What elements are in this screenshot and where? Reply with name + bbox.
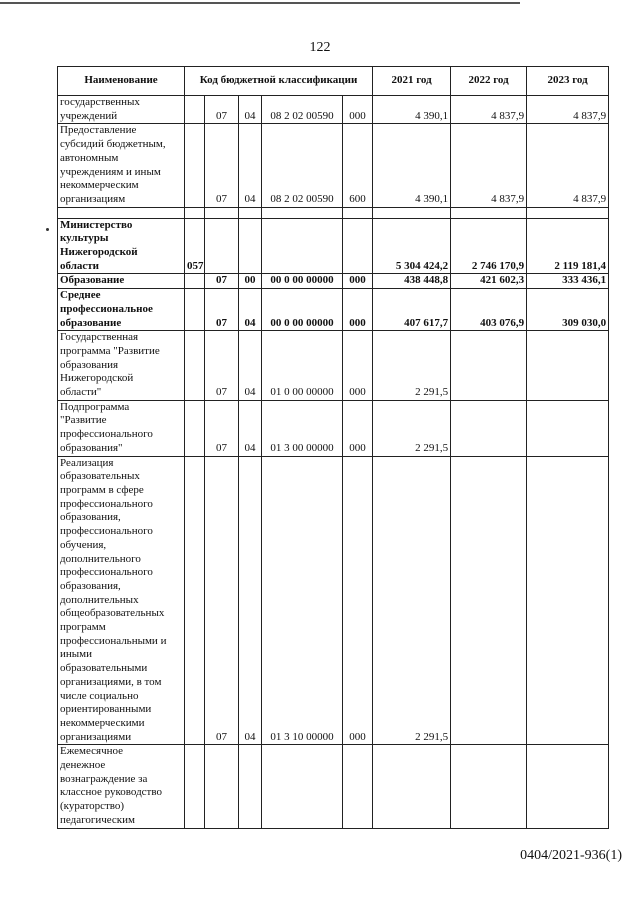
row-name-line: субсидий бюджетным, <box>60 138 166 151</box>
amount-2022-cell: 4 837,9 <box>451 96 527 124</box>
subsection-code-cell: 04 <box>239 331 262 401</box>
expense-kind-cell <box>343 745 373 828</box>
section-code-cell: 07 <box>205 96 239 124</box>
table-row <box>58 331 609 401</box>
row-name-line: вознаграждение за <box>60 772 148 785</box>
row-name-line: образования" <box>60 441 123 454</box>
row-name-line: дополнительных <box>60 593 139 606</box>
spacer-cell <box>262 207 343 218</box>
admin-code-cell <box>185 274 205 289</box>
row-name-line: классное руководство <box>60 786 162 799</box>
amount-2021-cell: 407 617,7 <box>373 289 451 331</box>
amount-2022-cell: 403 076,9 <box>451 289 527 331</box>
subsection-code-cell: 04 <box>239 96 262 124</box>
row-name-line: Подпрограмма <box>60 400 130 413</box>
expense-kind-cell: 000 <box>343 96 373 124</box>
amount-2023-cell <box>527 456 609 745</box>
row-name-line: государственных <box>60 96 140 108</box>
expense-kind-cell: 000 <box>343 331 373 401</box>
amount-2022-cell: 421 602,3 <box>451 274 527 289</box>
target-code-cell: 01 0 00 00000 <box>262 331 343 401</box>
row-name-cell <box>58 456 185 745</box>
spacer-row <box>58 207 609 218</box>
row-name-line: Предоставление <box>60 124 137 137</box>
row-name-cell <box>58 96 185 124</box>
row-name-line: дополнительного <box>60 552 141 565</box>
row-name-line: обучения, <box>60 538 107 551</box>
row-name-line: образование <box>60 316 122 329</box>
amount-2021-cell <box>373 745 451 828</box>
row-name-line: профессионального <box>60 428 153 441</box>
spacer-cell <box>185 207 205 218</box>
spacer-cell <box>58 207 185 218</box>
table-row <box>58 289 609 331</box>
subsection-code-cell <box>239 745 262 828</box>
spacer-cell <box>239 207 262 218</box>
row-name-line: образования, <box>60 579 121 592</box>
expense-kind-cell <box>343 218 373 274</box>
row-name-line: денежное <box>60 759 106 772</box>
row-name-line: организациями, в том <box>60 675 162 688</box>
section-code-cell: 07 <box>205 400 239 456</box>
amount-2021-cell: 4 390,1 <box>373 124 451 207</box>
document-reference: 0404/2021-936(1) <box>520 848 622 863</box>
row-name-line: Ежемесячное <box>60 745 124 758</box>
row-name-line: автономным <box>60 151 119 164</box>
row-name-line: культуры <box>60 232 109 245</box>
row-name-line: профессиональное <box>60 302 153 315</box>
row-name-line: области" <box>60 386 102 399</box>
row-name-line: Образование <box>60 274 125 287</box>
row-name-line: Государственная <box>60 331 139 344</box>
table-row <box>58 274 609 289</box>
row-name-line: иными <box>60 648 93 661</box>
amount-2023-cell: 4 837,9 <box>527 124 609 207</box>
header-2023: 2023 год <box>527 67 609 96</box>
table-row <box>58 96 609 124</box>
spacer-cell <box>451 207 527 218</box>
amount-2023-cell <box>527 400 609 456</box>
table-row <box>58 218 609 274</box>
row-name-cell <box>58 331 185 401</box>
row-name-line: профессионального <box>60 525 153 538</box>
row-name-line: области <box>60 259 100 272</box>
row-name-line: Нижегородской <box>60 372 134 385</box>
row-name-line: общеобразовательных <box>60 607 165 620</box>
row-name-line: числе социально <box>60 689 139 702</box>
section-code-cell <box>205 218 239 274</box>
section-code-cell: 07 <box>205 331 239 401</box>
amount-2022-cell: 4 837,9 <box>451 124 527 207</box>
amount-2023-cell <box>527 745 609 828</box>
subsection-code-cell: 04 <box>239 400 262 456</box>
expense-kind-cell: 000 <box>343 400 373 456</box>
amount-2022-cell <box>451 745 527 828</box>
admin-code-cell <box>185 331 205 401</box>
amount-2023-cell: 4 837,9 <box>527 96 609 124</box>
row-name-line: "Развитие <box>60 414 107 427</box>
row-name-cell <box>58 289 185 331</box>
row-name-line: Среднее <box>60 289 101 302</box>
row-name-line: образования <box>60 358 119 371</box>
amount-2023-cell: 2 119 181,4 <box>527 218 609 274</box>
row-name-line: Нижегородской <box>60 246 138 259</box>
subsection-code-cell: 00 <box>239 274 262 289</box>
section-code-cell: 07 <box>205 289 239 331</box>
target-code-cell: 08 2 02 00590 <box>262 96 343 124</box>
row-name-line: профессиональными и <box>60 634 167 647</box>
table-row <box>58 745 609 828</box>
spacer-cell <box>205 207 239 218</box>
admin-code-cell <box>185 400 205 456</box>
row-name-line: педагогическим <box>60 813 136 826</box>
subsection-code-cell: 04 <box>239 124 262 207</box>
table-header-row <box>58 67 609 96</box>
row-name-line: программ в сфере <box>60 483 144 496</box>
spacer-cell <box>373 207 451 218</box>
row-name-cell <box>58 124 185 207</box>
row-name-line: образования, <box>60 511 121 524</box>
admin-code-cell <box>185 289 205 331</box>
target-code-cell <box>262 218 343 274</box>
subsection-code-cell <box>239 218 262 274</box>
subsection-code-cell: 04 <box>239 456 262 745</box>
table-row <box>58 124 609 207</box>
row-name-line: Министерство <box>60 218 133 231</box>
admin-code-cell <box>185 124 205 207</box>
budget-table <box>57 66 609 829</box>
expense-kind-cell: 000 <box>343 274 373 289</box>
table-row <box>58 456 609 745</box>
spacer-cell <box>343 207 373 218</box>
row-name-line: учреждений <box>60 109 118 122</box>
section-code-cell: 07 <box>205 274 239 289</box>
row-name-line: учреждениям и иным <box>60 165 161 178</box>
header-name: Наименование <box>58 67 185 96</box>
row-name-cell <box>58 274 185 289</box>
header-code: Код бюджетной классификации <box>185 67 373 96</box>
row-name-line: профессионального <box>60 497 153 510</box>
admin-code-cell <box>185 456 205 745</box>
expense-kind-cell: 000 <box>343 289 373 331</box>
amount-2021-cell: 5 304 424,2 <box>373 218 451 274</box>
target-code-cell: 00 0 00 00000 <box>262 289 343 331</box>
amount-2021-cell: 2 291,5 <box>373 456 451 745</box>
amount-2021-cell: 2 291,5 <box>373 400 451 456</box>
row-name-line: некоммерческими <box>60 716 145 729</box>
target-code-cell: 01 3 10 00000 <box>262 456 343 745</box>
admin-code-cell: 057 <box>185 218 205 274</box>
amount-2021-cell: 4 390,1 <box>373 96 451 124</box>
subsection-code-cell: 04 <box>239 289 262 331</box>
row-name-line: Реализация <box>60 456 114 469</box>
scan-speck <box>46 228 49 231</box>
row-name-line: программ <box>60 621 106 634</box>
row-name-cell <box>58 745 185 828</box>
amount-2023-cell: 333 436,1 <box>527 274 609 289</box>
target-code-cell: 01 3 00 00000 <box>262 400 343 456</box>
admin-code-cell <box>185 96 205 124</box>
row-name-line: организациям <box>60 192 126 205</box>
table-body <box>58 96 609 829</box>
page-number: 122 <box>309 40 331 55</box>
admin-code-cell <box>185 745 205 828</box>
top-rule <box>0 2 520 4</box>
section-code-cell: 07 <box>205 124 239 207</box>
amount-2021-cell: 438 448,8 <box>373 274 451 289</box>
row-name-line: образовательными <box>60 662 148 675</box>
row-name-line: некоммерческим <box>60 179 139 192</box>
row-name-line: образовательных <box>60 470 140 483</box>
amount-2022-cell: 2 746 170,9 <box>451 218 527 274</box>
table-row <box>58 400 609 456</box>
row-name-cell <box>58 218 185 274</box>
header-2022: 2022 год <box>451 67 527 96</box>
expense-kind-cell: 600 <box>343 124 373 207</box>
amount-2021-cell: 2 291,5 <box>373 331 451 401</box>
expense-kind-cell: 000 <box>343 456 373 745</box>
row-name-line: организациями <box>60 730 132 743</box>
row-name-line: программа "Развитие <box>60 344 160 357</box>
target-code-cell: 08 2 02 00590 <box>262 124 343 207</box>
spacer-cell <box>527 207 609 218</box>
section-code-cell: 07 <box>205 456 239 745</box>
row-name-line: профессионального <box>60 566 153 579</box>
amount-2023-cell: 309 030,0 <box>527 289 609 331</box>
amount-2022-cell <box>451 456 527 745</box>
amount-2022-cell <box>451 400 527 456</box>
amount-2022-cell <box>451 331 527 401</box>
row-name-line: (кураторство) <box>60 800 125 813</box>
row-name-line: ориентированными <box>60 703 152 716</box>
header-2021: 2021 год <box>373 67 451 96</box>
target-code-cell <box>262 745 343 828</box>
section-code-cell <box>205 745 239 828</box>
target-code-cell: 00 0 00 00000 <box>262 274 343 289</box>
amount-2023-cell <box>527 331 609 401</box>
row-name-cell <box>58 400 185 456</box>
